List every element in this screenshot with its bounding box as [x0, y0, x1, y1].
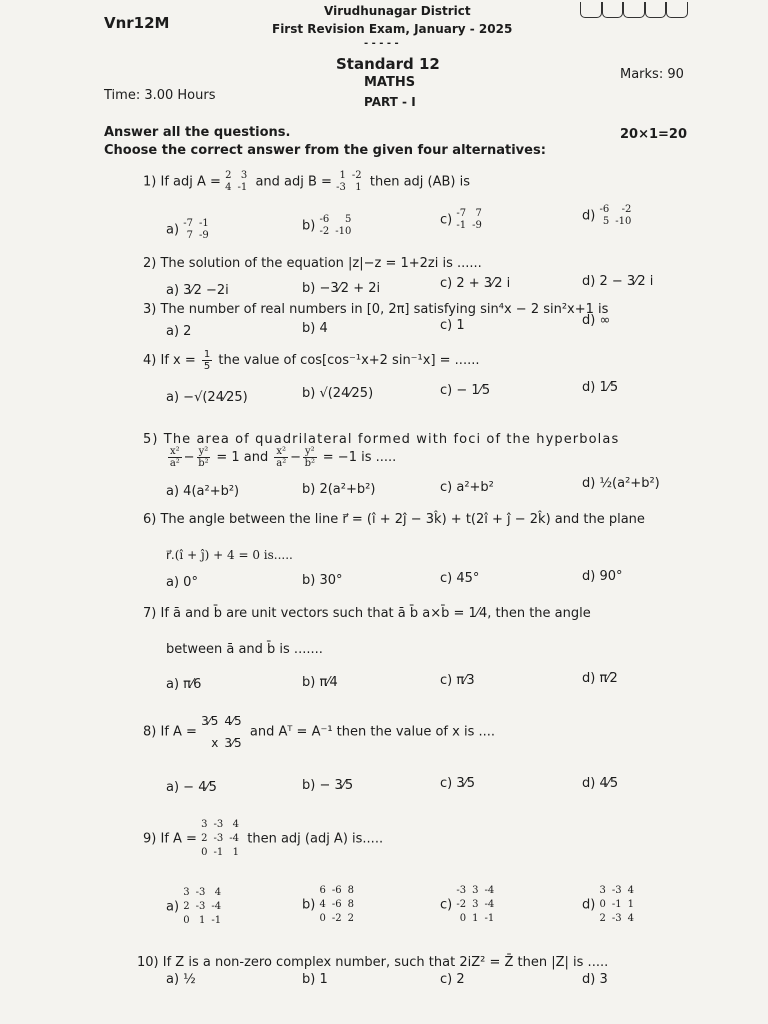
title-dashes: - - - - - [364, 38, 399, 49]
q2-option-d: d) 2 − 3⁄2 i [582, 274, 654, 289]
marks-label: Marks: 90 [620, 67, 684, 82]
q7-option-a: a) π⁄6 [166, 677, 202, 692]
instruction-line1: Answer all the questions. [104, 125, 291, 140]
q7-option-b: b) π⁄4 [302, 675, 338, 690]
q7-option-d: d) π⁄2 [582, 671, 618, 686]
section-score: 20×1=20 [620, 127, 688, 142]
q5-option-d: d) ½(a²+b²) [582, 476, 660, 491]
question-2: 2) The solution of the equation |z|−z = 1+2zi is ...... [143, 256, 482, 271]
q5-option-b: b) 2(a²+b²) [302, 482, 376, 497]
q5-option-c: c) a²+b² [440, 480, 494, 495]
q8-option-d: d) 4⁄5 [582, 776, 619, 791]
q9-option-c: c) -3 3 -4 -2 3 -4 0 1 -1 [440, 885, 495, 924]
q9-option-d: d) 3 -3 4 0 -1 1 2 -3 4 [582, 885, 634, 924]
q4-option-a: a) −√(24⁄25) [166, 390, 248, 405]
matrix-a-q8: 3⁄5 4⁄5 x 3⁄5 [201, 714, 242, 750]
standard-label: Standard 12 [336, 55, 440, 73]
q6-option-b: b) 30° [302, 573, 343, 588]
q6-option-d: d) 90° [582, 569, 623, 584]
q1-option-a: a) -7 -1 7 -9 [166, 218, 209, 241]
q8-option-c: c) 3⁄5 [440, 776, 476, 791]
question-1: 1) If adj A = 2 3 4 -1 and adj B = 1 -2 -3 1 then adj (AB) is [143, 170, 470, 193]
q3-option-d: d) ∞ [582, 313, 611, 328]
fraction-one-fifth: $\frac{1}{5}$ [203, 349, 211, 372]
question-7-line2: between ā and b̄ is ....... [166, 642, 323, 657]
subject-label: MATHS [364, 75, 416, 90]
question-6-line2: r⃗.(î + ĵ) + 4 = 0 is..... [166, 548, 293, 562]
q1-option-c: c) -7 7 -1 -9 [440, 208, 482, 231]
register-number-boxes [580, 2, 688, 18]
time-label: Time: 3.00 Hours [104, 88, 216, 103]
paper-code: Vnr12M [104, 14, 170, 32]
q7-option-c: c) π⁄3 [440, 673, 475, 688]
q10-option-a: a) ½ [166, 972, 196, 987]
question-6: 6) The angle between the line r⃗ = (î + 2ĵ − 3k̂) + t(2î + ĵ − 2k̂) and the plane [143, 512, 645, 527]
part-label: PART - I [364, 95, 416, 109]
matrix-adj-a: 2 3 4 -1 [225, 170, 248, 193]
q3-option-b: b) 4 [302, 321, 328, 336]
q4-option-d: d) 1⁄5 [582, 380, 619, 395]
q10-option-c: c) 2 [440, 972, 465, 987]
matrix-a-q9: 3 -3 4 2 -3 -4 0 -1 1 [201, 819, 239, 858]
q6-option-c: c) 45° [440, 571, 480, 586]
q2-option-b: b) −3⁄2 + 2i [302, 281, 381, 296]
q5-option-a: a) 4(a²+b²) [166, 484, 240, 499]
question-10: 10) If Z is a non-zero complex number, such that 2iZ² = Z̄ then |Z| is ..... [137, 955, 609, 970]
q10-option-b: b) 1 [302, 972, 328, 987]
question-5: 5) The area of quadrilateral formed with foci of the hyperbolas [143, 432, 620, 447]
question-5-line2: $\frac{\text{x²}}{\text{a²}}$ − $\frac{\text{y²}}{\text{b²}}$ = 1 and $\frac{\text{x²}}{\text{a²}}$ − $\frac{\text{y²}}{\text{b²}}$ = −1 is ..... [169, 446, 397, 469]
q1-option-d: d) -6 -2 5 -10 [582, 204, 632, 227]
q1-option-b: b) -6 5 -2 -10 [302, 214, 352, 237]
q8-option-b: b) − 3⁄5 [302, 778, 354, 793]
q6-option-a: a) 0° [166, 575, 198, 590]
matrix-adj-b: 1 -2 -3 1 [336, 170, 362, 193]
q3-option-a: a) 2 [166, 324, 192, 339]
q8-option-a: a) − 4⁄5 [166, 780, 217, 795]
exam-title: First Revision Exam, January - 2025 [272, 22, 513, 36]
district-title: Virudhunagar District [324, 4, 471, 18]
q3-option-c: c) 1 [440, 318, 465, 333]
q9-option-b: b) 6 -6 8 4 -6 8 0 -2 2 [302, 885, 354, 924]
question-4: 4) If x = $\frac{1}{5}$ the value of cos[cos⁻¹x+2 sin⁻¹x] = ...... [143, 349, 480, 372]
q4-option-b: b) √(24⁄25) [302, 386, 374, 401]
question-7: 7) If ā and b̄ are unit vectors such that ā b̄ a×b̄ = 1⁄4, then the angle [143, 606, 591, 621]
question-9: 9) If A = 3 -3 4 2 -3 -4 0 -1 1 then adj (adj A) is..... [143, 819, 384, 858]
q9-option-a: a) 3 -3 4 2 -3 -4 0 1 -1 [166, 887, 222, 926]
q2-option-a: a) 3⁄2 −2i [166, 283, 229, 298]
q10-option-d: d) 3 [582, 972, 608, 987]
q2-option-c: c) 2 + 3⁄2 i [440, 276, 511, 291]
instruction-line2: Choose the correct answer from the given four alternatives: [104, 143, 546, 158]
question-8: 8) If A = 3⁄5 4⁄5 x 3⁄5 and Aᵀ = A⁻¹ then the value of x is .... [143, 710, 495, 754]
question-3: 3) The number of real numbers in [0, 2π] satisfying sin⁴x − 2 sin²x+1 is [143, 302, 609, 317]
q4-option-c: c) − 1⁄5 [440, 383, 491, 398]
